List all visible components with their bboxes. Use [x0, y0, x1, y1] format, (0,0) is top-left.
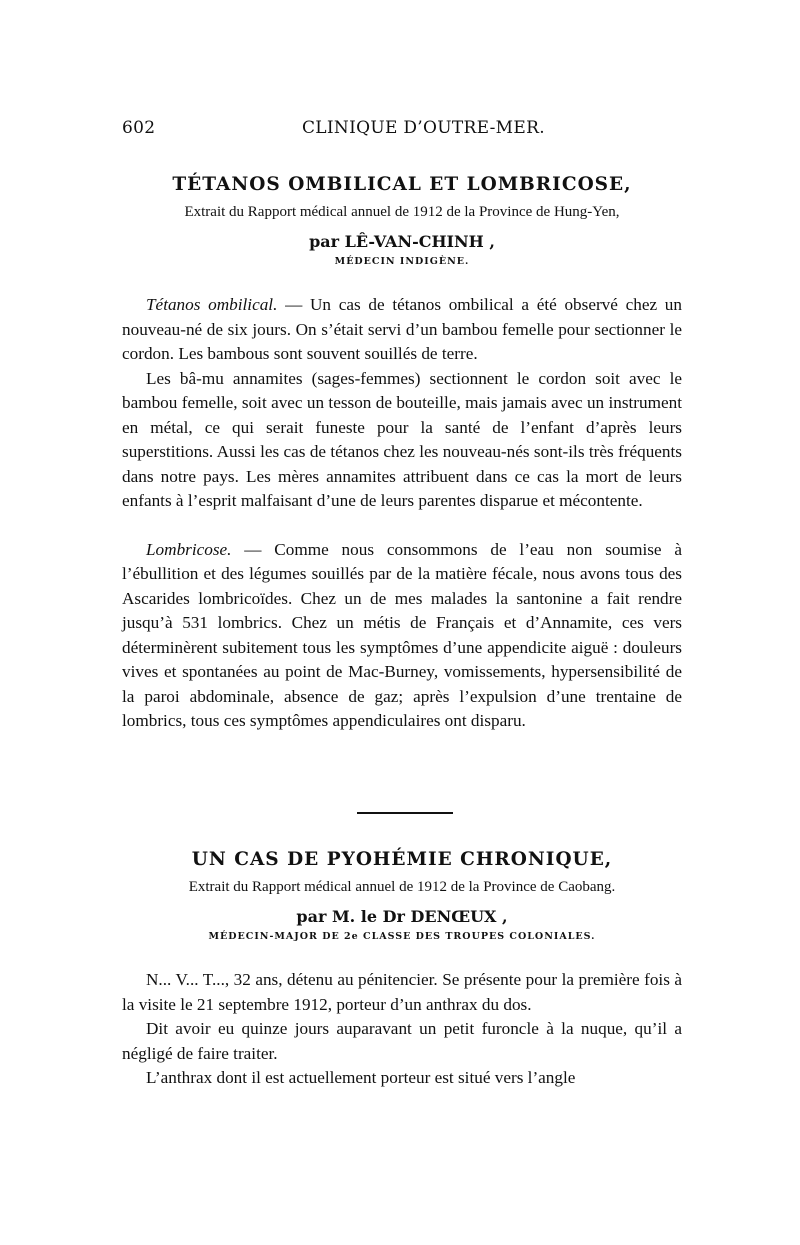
article-title: TÉTANOS OMBILICAL ET LOMBRICOSE,	[172, 174, 632, 195]
article-source: Extrait du Rapport médical annuel de 1912 de la Province de Hung-Yen,	[184, 204, 620, 220]
author-title: MÉDECIN INDIGÈNE.	[334, 256, 470, 267]
paragraph-text: — Comme nous consommons de l’eau non soumise à l’ébullition et des légumes souillés par de la matière fécale, nous avons tous des Ascarides lombricoïdes. Chez un de mes malades la santonine a fait rendre jusqu’à 531 lombrics. Chez un métis de Français et d’Annamite, ces vers déterminèrent subitement tous les symptômes d’une appendicite aiguë : douleurs vives et spontanées au point de Mac-Burney, vomissements, hypersensibilité de la paroi abdominale, absence de gaz; après l’expulsion d’une trentaine de lombrics, tous ces symptômes appendiculaires ont disparu.	[122, 539, 682, 730]
paragraph-anthrax: L’anthrax dont il est actuellement porteur est situé vers l’angle	[146, 1068, 576, 1087]
paragraph-tetanos	[122, 293, 682, 367]
article-author: par LÊ-VAN-CHINH ,	[309, 232, 495, 251]
page-number: 602	[122, 118, 156, 138]
article-author: par M. le Dr DENŒUX ,	[296, 907, 508, 926]
author-title: MÉDECIN-MAJOR DE 2e CLASSE DES TROUPES COLONIALES.	[208, 931, 596, 942]
paragraph-ba-mu: Les bâ-mu annamites (sages-femmes) sectionnent le cordon soit avec le bambou femelle, soit avec un tesson de bouteille, mais jamais avec un instrument en métal, ce qui serait funeste pour la santé de l’enfant d’après leurs superstitions. Aussi les cas de tétanos chez les nouveau-nés sont-ils très fréquents dans notre pays. Les mères annamites attribuent dans ce cas la mort de leurs enfants à l’esprit malfaisant d’une de leurs parentes disparue et mécontente.	[122, 368, 682, 510]
lead-in-lombricose: Lombricose.	[146, 539, 232, 559]
article-title: UN CAS DE PYOHÉMIE CHRONIQUE,	[191, 849, 613, 870]
lead-in-tetanos: Tétanos ombilical.	[146, 295, 278, 314]
paragraph-furoncle: Dit avoir eu quinze jours auparavant un petit furoncle à la nuque, qu’il a négligé de faire traiter.	[122, 1019, 682, 1063]
running-title: CLINIQUE D’OUTRE-MER.	[302, 118, 545, 138]
article-tetanos-lombricose	[122, 172, 682, 734]
article-pyohemie	[122, 847, 682, 1091]
article-source: Extrait du Rapport médical annuel de 1912 de la Province de Caobang.	[188, 879, 616, 895]
paragraph-lombricose	[122, 538, 682, 734]
paragraph-text: — Un cas de tétanos ombilical a été observé chez un nouveau-né de six jours. On s’était servi d’un bambou femelle pour sectionner le cordon. Les bambous sont souvent souillés de terre.	[122, 295, 682, 363]
paragraph-case: N... V... T..., 32 ans, détenu au pénitencier. Se présente pour la première fois à la visite le 21 septembre 1912, porteur d’un anthrax du dos.	[122, 970, 682, 1014]
section-divider	[357, 812, 453, 814]
